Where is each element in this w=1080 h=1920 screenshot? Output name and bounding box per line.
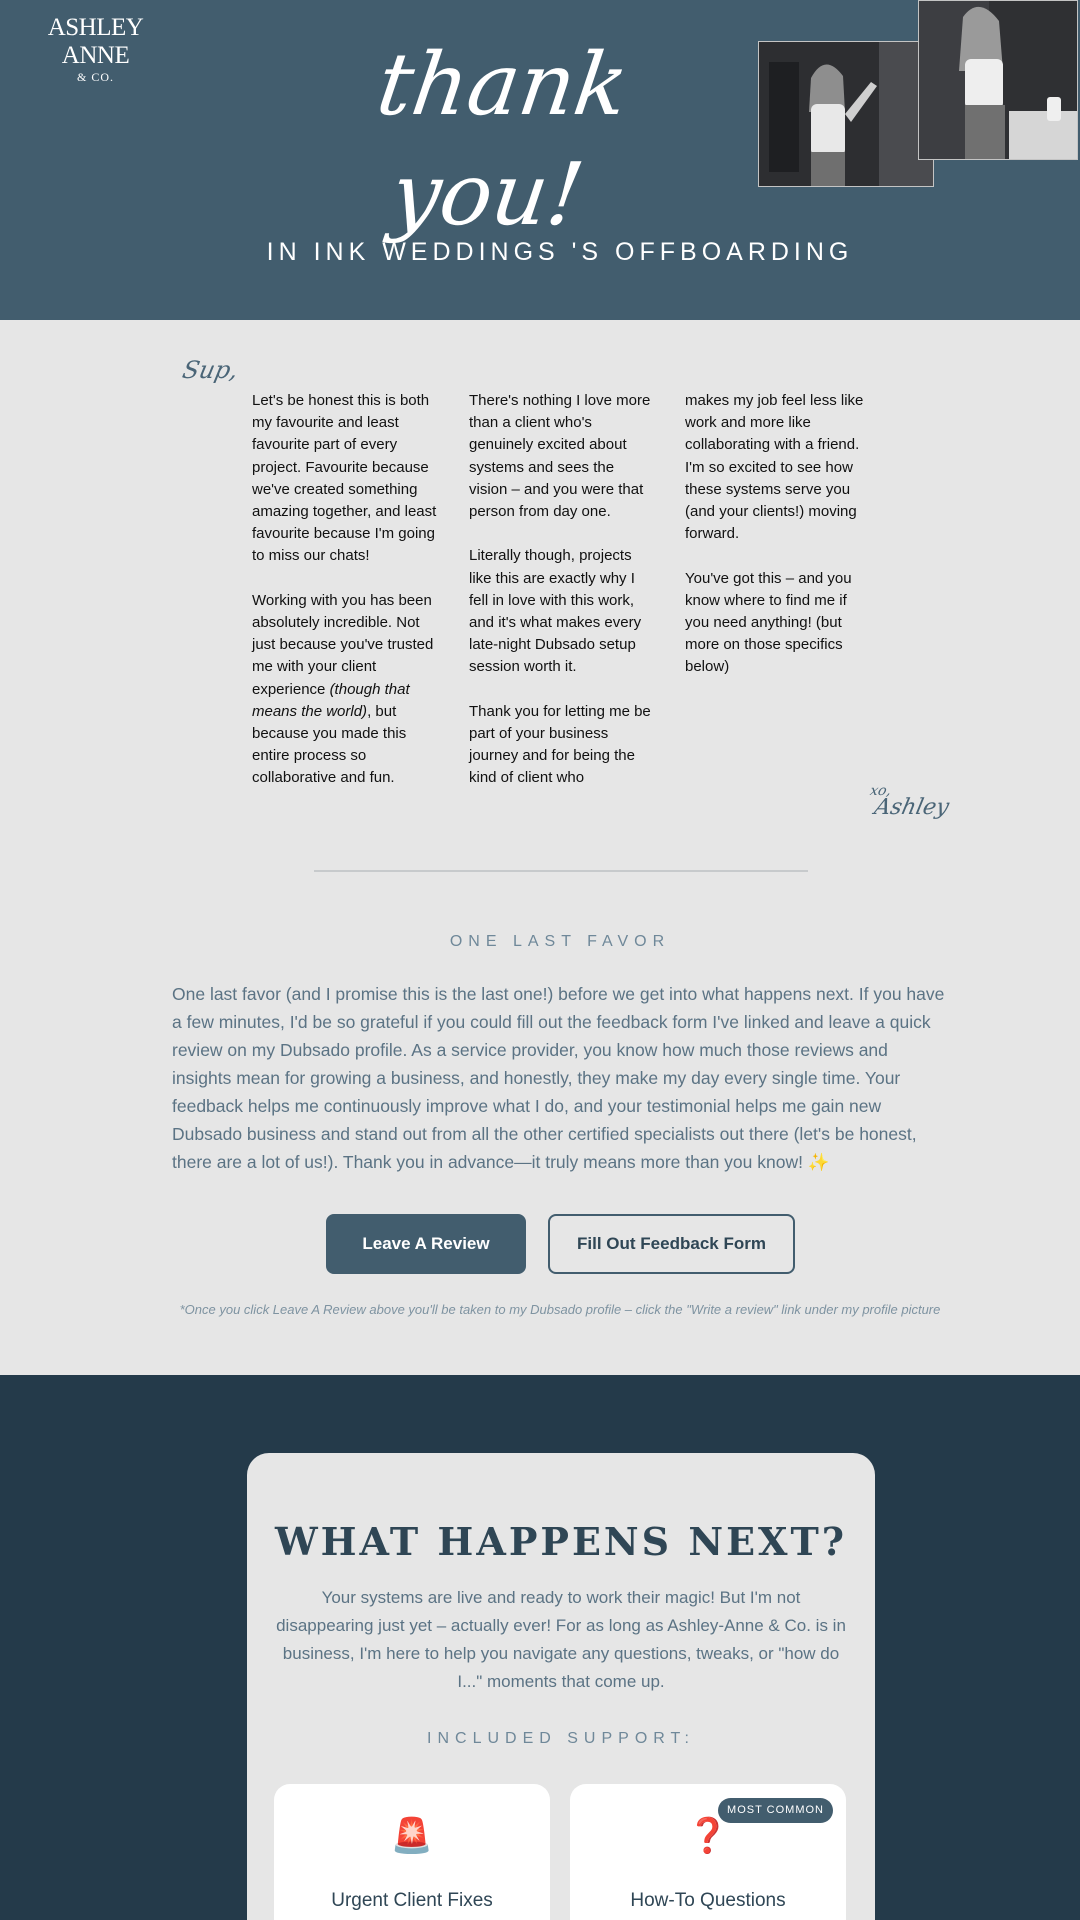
letter-paragraph: Thank you for letting me be part of your business journey and for being the kind of client who [469,702,651,787]
question-icon: ❓ [686,1817,730,1855]
favor-heading: ONE LAST FAVOR [449,933,671,950]
next-steps-section [0,1375,1080,1920]
letter-column-3 [685,390,870,701]
feedback-form-button[interactable]: Fill Out Feedback Form [548,1214,795,1274]
review-footnote: *Once you click Leave A Review above you'll be taken to my Dubsado profile – click the "Write a review" link under my profile picture [179,1302,941,1317]
letter-column-2 [469,390,654,812]
brand-logo[interactable] [18,14,173,84]
letter-paragraph: Let's be honest this is both my favourite and least favourite part of every project. Favourite because we've created something amazing together, and least favourite because I'm going to miss our chats! [252,392,437,565]
letter-signature [864,783,954,820]
hero-script-title: thank you! [371,35,635,245]
letter-paragraph: You've got this – and you know where to find me if you need anything! (but more on those specifics below) [685,569,852,676]
support-heading: INCLUDED SUPPORT: [427,1730,695,1747]
letter-paragraph: Working with you has been absolutely incredible. Not just because you've trusted me with your client experience (though that means the world), but because you made this entire process so collaborative and fun. [252,591,434,787]
letter-column-1 [252,390,437,812]
favor-body: One last favor (and I promise this is the last one!) before we get into what happens next. If you have a few minutes, I'd be so grateful if you could fill out the feedback form I've linked and leave a quick review on my Dubsado profile. As a service provider, you know how much those reviews and insights mean for growing a business, and honestly, they make my day every single time. Your feedback helps me continuously improve what I do, and your testimonial helps me gain new Dubsado business and stand out from all the other certified specialists out there (let's be honest, there are a lot of us!). Thank you in advance—it truly means more than you know! ✨ [172,984,945,1172]
next-steps-body: Your systems are live and ready to work their magic! But I'm not disappearing just yet – actually ever! For as long as Ashley-Anne & Co. is in business, I'm here to help you navigate any questions, tweaks, or "how do I..." moments that come up. [276,1588,846,1691]
letter-greeting: Sup, [180,356,241,384]
section-divider [314,870,808,872]
hero-photo-2 [918,0,1078,160]
next-steps-card [247,1453,875,1920]
support-card-howto[interactable] [570,1784,846,1920]
signoff-name: Ashley [872,795,952,820]
support-card-urgent[interactable] [274,1784,550,1920]
hero-banner [0,0,1080,320]
letter-paragraph: Literally though, projects like this are exactly why I fell in love with this work, and it's what makes every late-night Dubsado setup session worth it. [469,547,642,676]
letter-emphasis: (though that means the world) [252,680,410,720]
hero-photo-1 [758,41,934,187]
letter-paragraph: makes my job feel less like work and more like collaborating with a friend. I'm so excited to see how these systems serve you (and your clients!) moving forward. [685,392,864,543]
signoff-xo: xo, [868,783,893,799]
hero-subtitle: IN INK WEDDINGS 'S OFFBOARDING [266,238,854,266]
letter-paragraph: There's nothing I love more than a client who's genuinely excited about systems and sees the vision – and you were that person from day one. [469,392,651,521]
support-card-title: How-To Questions [630,1890,786,1911]
siren-icon: 🚨 [390,1817,434,1855]
support-card-title: Urgent Client Fixes [331,1890,493,1911]
leave-review-button[interactable]: Leave A Review [326,1214,526,1274]
most-common-badge: MOST COMMON [718,1798,833,1823]
logo-wordmark: ASHLEY ANNE [47,14,144,69]
next-steps-title: WHAT HAPPENS NEXT? [274,1519,848,1564]
logo-suffix: & CO. [76,70,114,84]
